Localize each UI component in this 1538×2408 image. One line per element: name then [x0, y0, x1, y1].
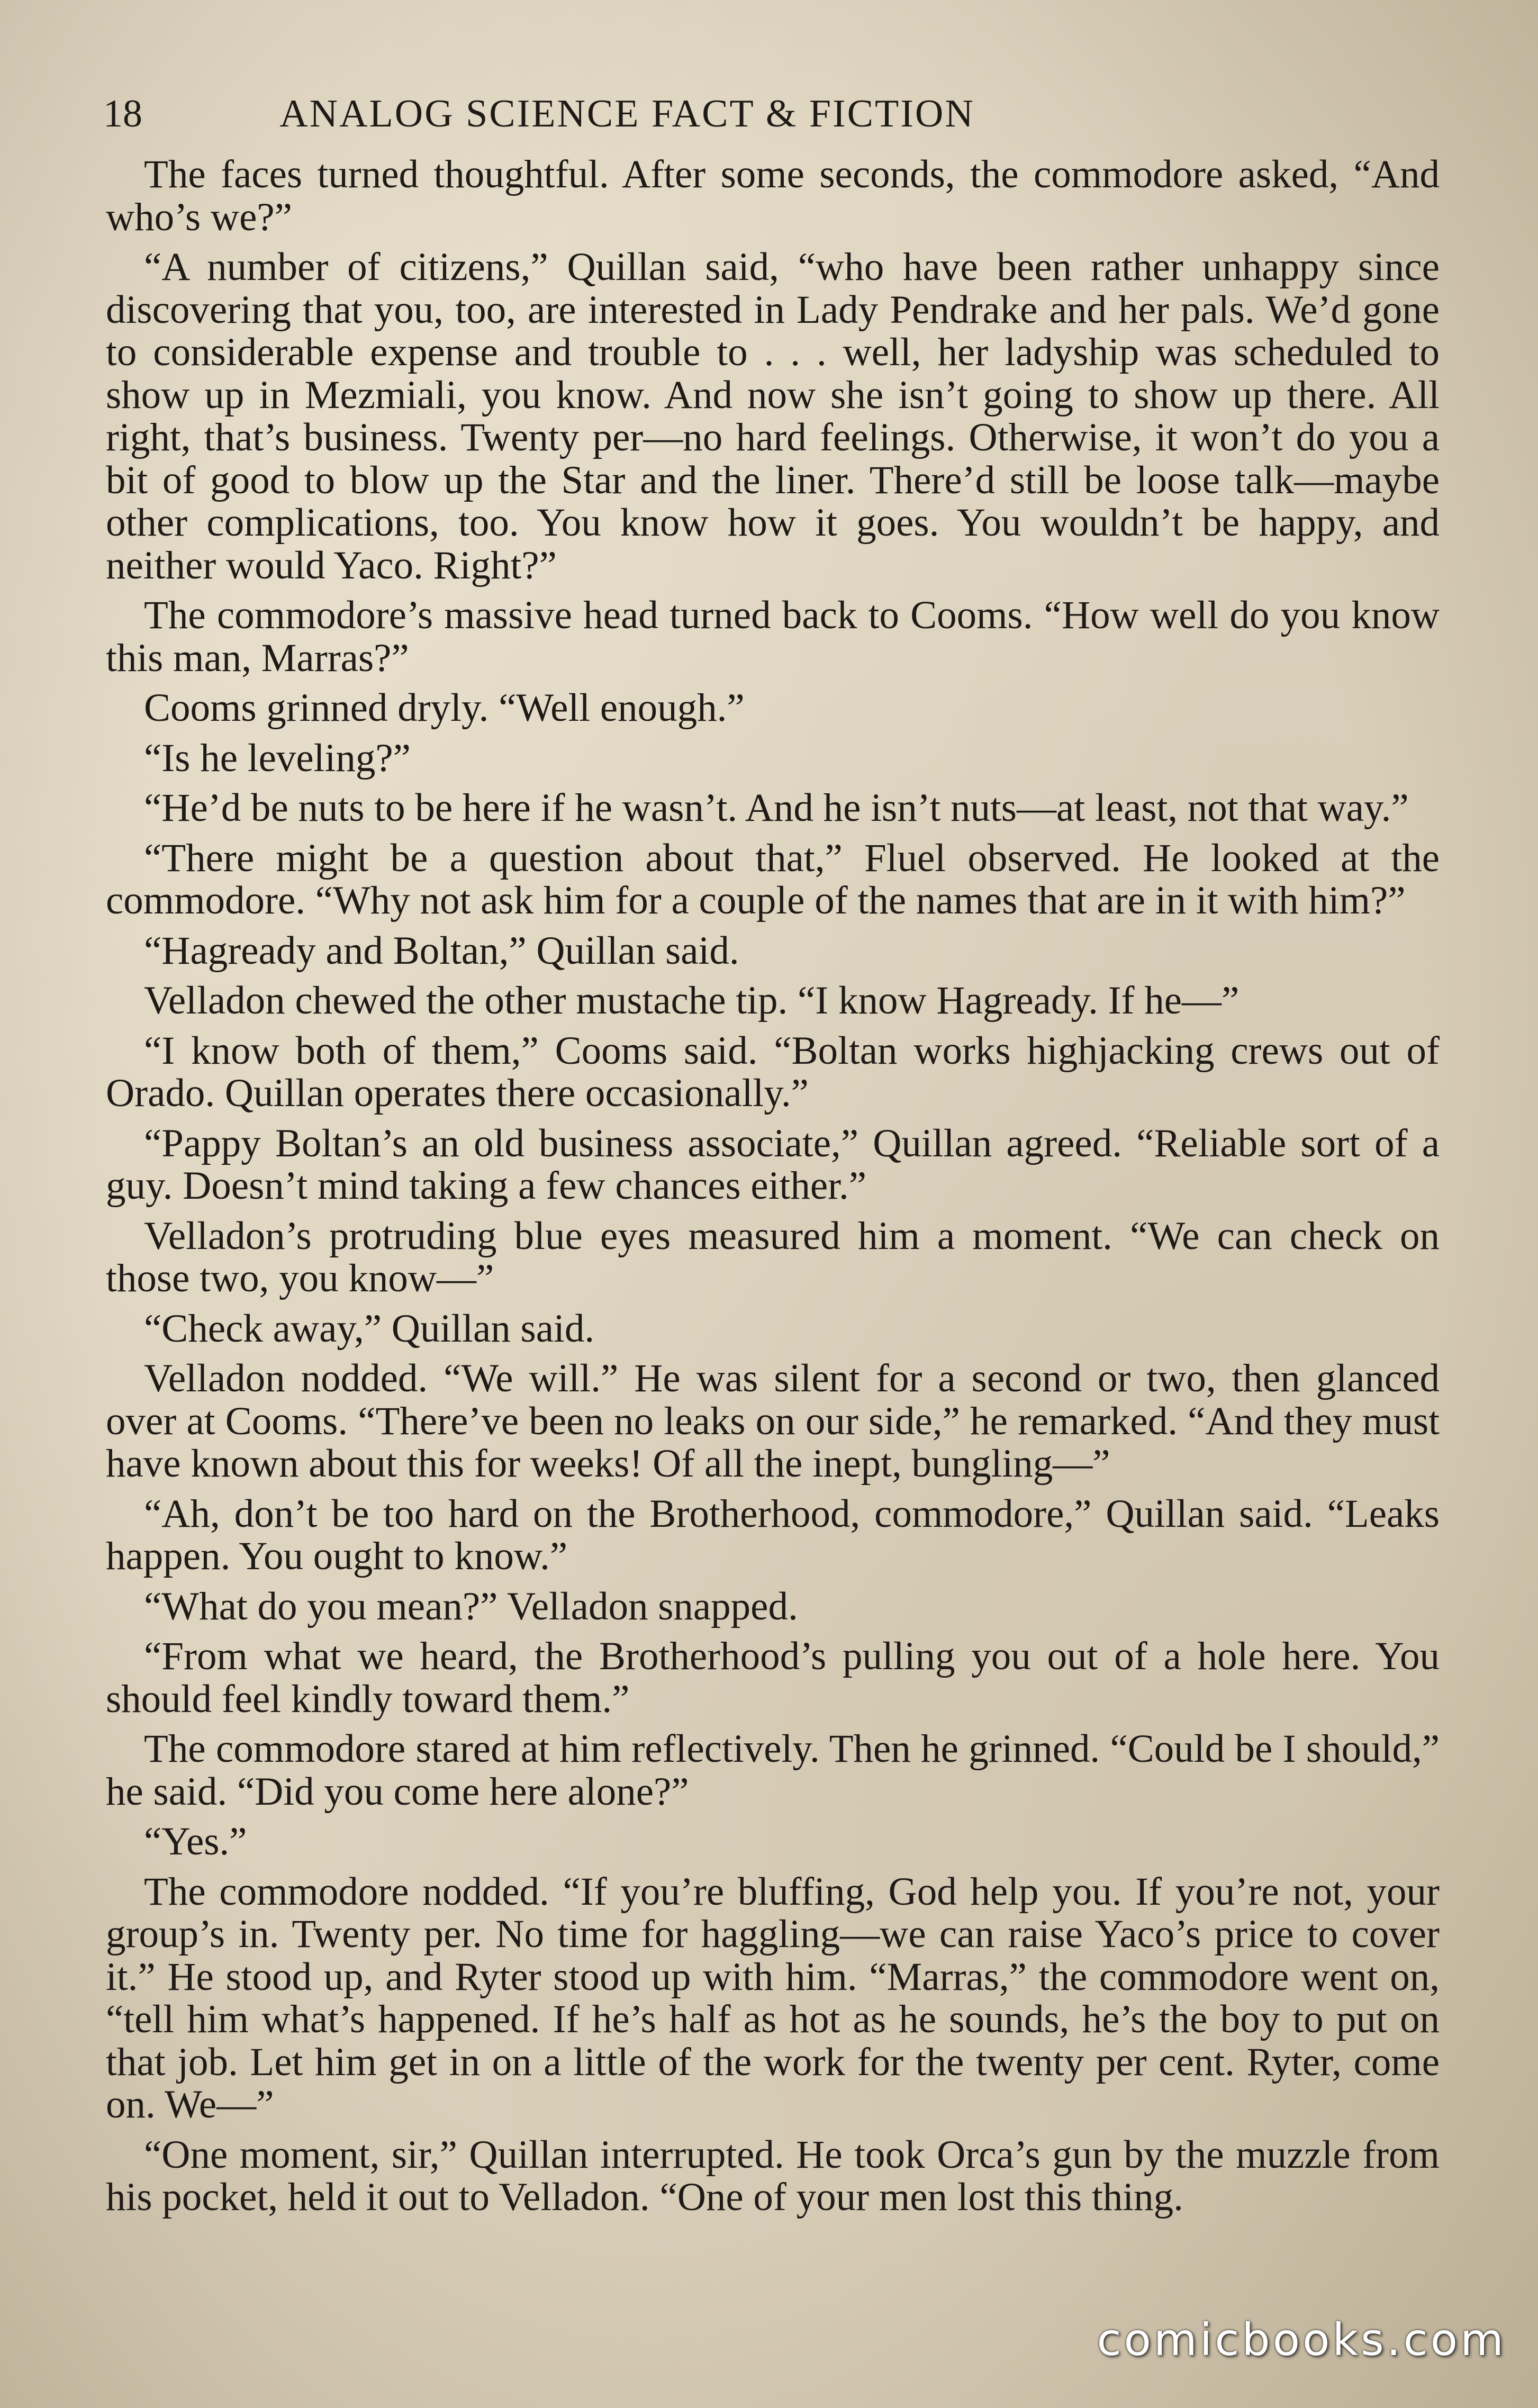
paragraph: “A number of citizens,” Quillan said, “who have been rather unhappy since discovering that you, too, are interested in Lady Pendrake and her pals. We’d gone to considerable expense and trouble to . . . well, her ladyship was scheduled to show up in Mezmiali, you know. And now she isn’t going to show up there. All right, that’s business. Twenty per—no hard feelings. Otherwise, it won’t do you a bit of good to blow up the Star and the liner. There’d still be loose talk—maybe other complications, too. You know how it goes. You wouldn’t be happy, and neither would Yaco. Right?” — [106, 245, 1440, 587]
paragraph: “Pappy Boltan’s an old business associate,” Quillan agreed. “Reliable sort of a guy. Doesn’t mind taking a few chances either.” — [106, 1121, 1440, 1208]
page-number: 18 — [103, 92, 142, 135]
page-header — [103, 85, 1437, 143]
paragraph: “Ah, don’t be too hard on the Brotherhood, commodore,” Quillan said. “Leaks happen. You ought to know.” — [106, 1491, 1440, 1578]
paragraph: “Hagready and Boltan,” Quillan said. — [144, 928, 739, 973]
paragraph: “Is he leveling?” — [144, 736, 411, 780]
paragraph: The commodore nodded. “If you’re bluffing, God help you. If you’re not, your group’s in. Twenty per. No time for haggling—we can raise Yaco’s price to cover it.” He stood up, and Ryter stood up with him. “Marras,” the commodore went on, “tell him what’s happened. If he’s half as hot as he sounds, he’s the boy to put on that job. Let him get in on a little of the work for the twenty per cent. Ryter, come on. We—” — [106, 1869, 1440, 2126]
paragraph: Cooms grinned dryly. “Well enough.” — [144, 686, 745, 730]
running-head: ANALOG SCIENCE FACT & FICTION — [279, 92, 975, 135]
paragraph: “I know both of them,” Cooms said. “Boltan works highjacking crews out of Orado. Quillan operates there occasionally.” — [106, 1028, 1440, 1115]
paragraph: Velladon’s protruding blue eyes measured him a moment. “We can check on those two, you know—” — [106, 1214, 1440, 1300]
paragraph: “What do you mean?” Velladon snapped. — [144, 1584, 798, 1628]
paragraph: “From what we heard, the Brotherhood’s pulling you out of a hole here. You should feel kindly toward them.” — [106, 1634, 1440, 1721]
paragraph: Velladon nodded. “We will.” He was silent for a second or two, then glanced over at Cooms. “There’ve been no leaks on our side,” he remarked. “And they must have known about this for weeks! Of all the inept, bungling—” — [106, 1356, 1440, 1486]
paragraph: “There might be a question about that,” Fluel observed. He looked at the commodore. “Why not ask him for a couple of the names that are in it with him?” — [106, 836, 1440, 922]
watermark: comicbooks.com — [1097, 2314, 1506, 2366]
paragraph: “He’d be nuts to be here if he wasn’t. And he isn’t nuts—at least, not that way.” — [144, 786, 1409, 830]
body-text — [106, 153, 1440, 2226]
paragraph: The faces turned thoughtful. After some seconds, the commodore asked, “And who’s we?” — [106, 152, 1440, 239]
paragraph: “One moment, sir,” Quillan interrupted. He took Orca’s gun by the muzzle from his pocket, held it out to Velladon. “One of your men lost this thing. — [106, 2132, 1440, 2219]
paragraph: “Check away,” Quillan said. — [144, 1306, 595, 1351]
paragraph: “Yes.” — [144, 1819, 247, 1863]
paragraph: The commodore stared at him reflectively. Then he grinned. “Could be I should,” he said. “Did you come here alone?” — [106, 1727, 1440, 1814]
paragraph: The commodore’s massive head turned back to Cooms. “How well do you know this man, Marras?” — [106, 593, 1440, 680]
paragraph: Velladon chewed the other mustache tip. “I know Hagready. If he—” — [144, 979, 1240, 1022]
